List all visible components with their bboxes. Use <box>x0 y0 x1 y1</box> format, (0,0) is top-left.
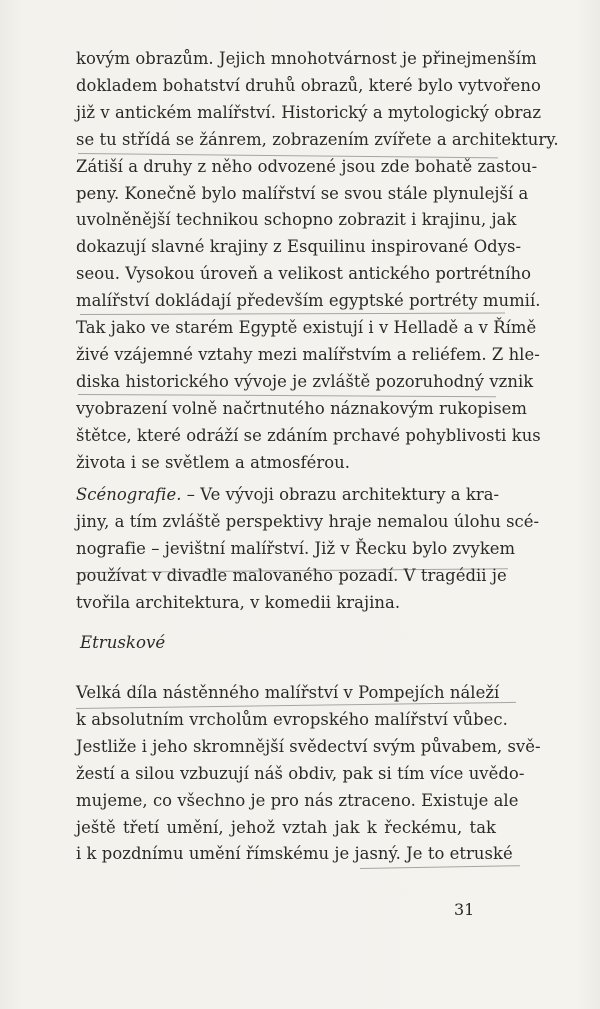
text-line: dokazují slavné krajiny z Esquilinu inspirované Odys- <box>76 237 522 257</box>
text-line: ještě třetí umění, jehož vztah jak k řeckému, tak <box>76 817 496 837</box>
text-line: Velká díla nástěnného malířství v Pompejích náleží <box>76 683 500 702</box>
text-line: štětce, které odráží se zdáním prchavé pohyblivosti kus <box>76 425 541 445</box>
text-line: mujeme, co všechno je pro nás ztraceno. Existuje ale <box>76 790 519 810</box>
text-line: nografie – jevištní malířství. Již v Řecku bylo zvykem <box>76 538 516 558</box>
text-line: života i se světlem a atmosférou. <box>76 452 351 472</box>
section-heading: Etruskové <box>80 633 166 652</box>
paragraph-ancient-painting <box>76 46 559 477</box>
text-line: již v antickém malířství. Historický a mytologický obraz <box>76 102 542 122</box>
text-line: tvořila architektura, v komedii krajina. <box>76 592 401 612</box>
text-line: živé vzájemné vztahy mezi malířstvím a reliéfem. Z hle- <box>76 344 540 364</box>
scenography-first-line: – Ve vývoji obrazu architektury a kra- <box>181 485 500 504</box>
text-line: jiny, a tím zvláště perspektivy hraje nemalou úlohu scé- <box>76 511 540 531</box>
text-line: používat v divadle malovaného pozadí. V tragédii je <box>76 565 507 585</box>
text-line: se tu střídá se žánrem, zobrazením zvířete a architektury. <box>76 129 559 149</box>
text-line: uvolněnější technikou schopno zobrazit i krajinu, jak <box>76 210 517 230</box>
paragraph-scenography <box>76 482 540 617</box>
text-line: seou. Vysokou úroveň a velikost antického portrétního <box>76 264 532 284</box>
text-line: Tak jako ve starém Egyptě existují i v Helladě a v Římě <box>76 318 537 338</box>
text-line: i k pozdnímu umění římskému je jasný. Je to etruské <box>76 844 513 864</box>
scenography-lead: Scénografie. <box>76 485 182 504</box>
text-line: malířství dokládají především egyptské portréty mumií. <box>76 291 541 311</box>
text-line <box>76 482 500 509</box>
text-line: Jestliže i jeho skromnější svědectví svým půvabem, svě- <box>76 736 541 756</box>
text-line: Zátiší a druhy z něho odvozené jsou zde bohatě zastou- <box>76 156 538 176</box>
text-line: žestí a silou vzbuzují náš obdiv, pak si tím více uvědo- <box>76 763 525 783</box>
paragraph-etruscans <box>76 680 541 868</box>
text-line: dokladem bohatství druhů obrazů, které bylo vytvořeno <box>76 75 541 95</box>
text-line: vyobrazení volně načrtnutého náznakovým rukopisem <box>76 398 528 418</box>
page-number: 31 <box>454 900 475 919</box>
text-line: kovým obrazům. Jejich mnohotvárnost je přinejmenším <box>76 49 537 68</box>
text-line: k absolutním vrcholům evropského malířství vůbec. <box>76 709 508 729</box>
text-line: diska historického vývoje je zvláště pozoruhodný vznik <box>76 371 534 391</box>
text-line: peny. Konečně bylo malířství se svou stále plynulejší a <box>76 183 529 203</box>
